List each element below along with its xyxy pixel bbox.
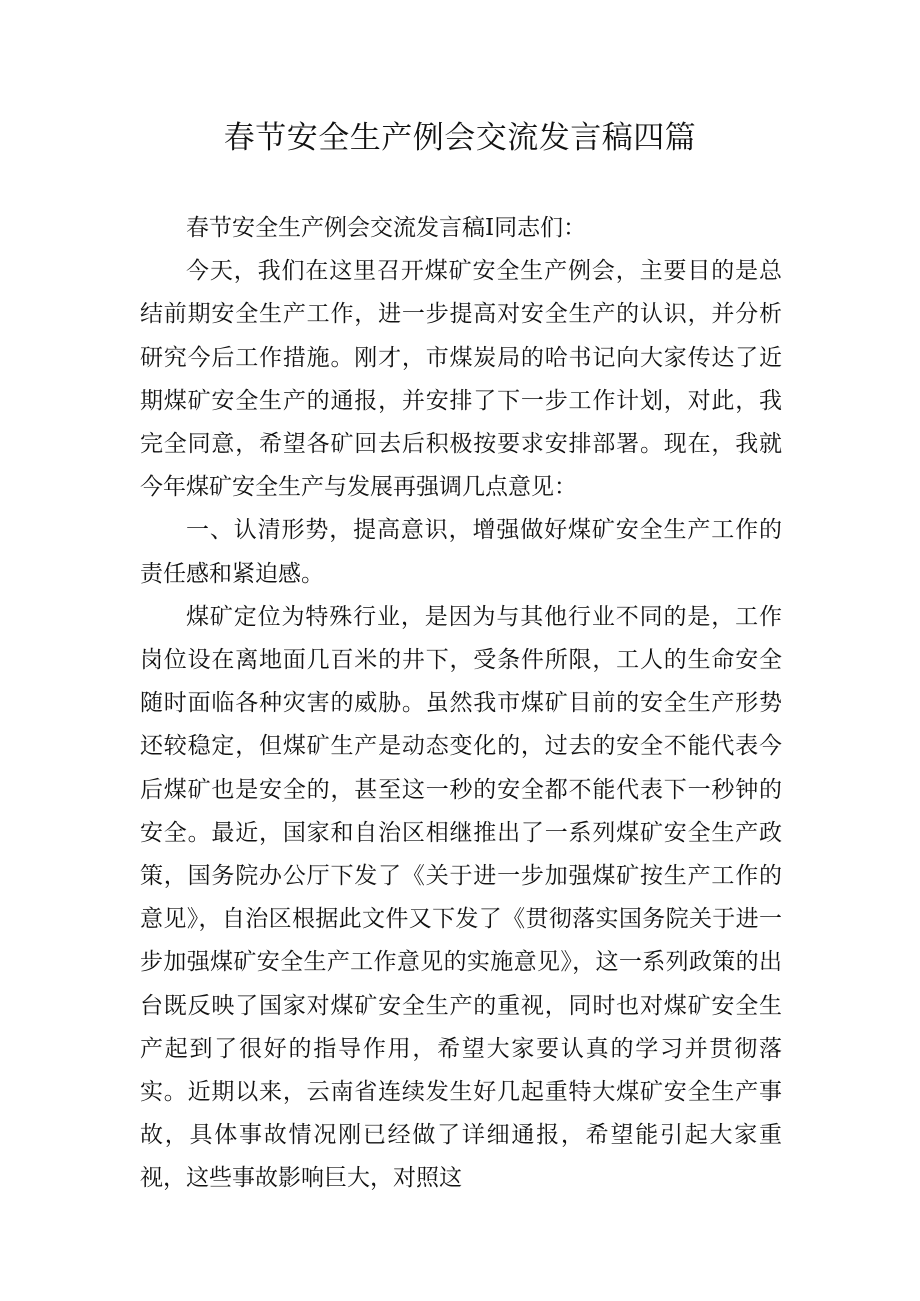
document-title: 春节安全生产例会交流发言稿四篇 [223,120,697,156]
paragraph-section-heading: 一、认清形势，提高意识，增强做好煤矿安全生产工作的责任感和紧迫感。 [140,517,782,587]
paragraph-intro: 今天，我们在这里召开煤矿安全生产例会，主要目的是总结前期安全生产工作，进一步提高对安全生产的认识，并分析研究今后工作措施。刚才，市煤炭局的哈书记向大家传达了近期煤矿安全生产的通报，并安排了下一步工作计划，对此，我完全同意，希望各矿回去后积极按要求安排部署。现在，我就今年煤矿安全生产与发展再强调几点意见： [140,258,782,501]
paragraph-greeting: 春节安全生产例会交流发言稿Ⅰ同志们： [186,215,587,241]
paragraph-body: 煤矿定位为特殊行业，是因为与其他行业不同的是，工作岗位设在离地面几百米的井下，受条件所限，工人的生命安全随时面临各种灾害的威胁。虽然我市煤矿目前的安全生产形势还较稳定，但煤矿生产是动态变化的，过去的安全不能代表今后煤矿也是安全的，甚至这一秒的安全都不能代表下一秒钟的安全。最近，国家和自治区相继推出了一系列煤矿安全生产政策，国务院办公厅下发了《关于进一步加强煤矿按生产工作的意见》，自治区根据此文件又下发了《贯彻落实国务院关于进一步加强煤矿安全生产工作意见的实施意见》，这一系列政策的出台既反映了国家对煤矿安全生产的重视，同时也对煤矿安全生产起到了很好的指导作用，希望大家要认真的学习并贯彻落实。近期以来，云南省连续发生好几起重特大煤矿安全生产事故，具体事故情况刚已经做了详细通报，希望能引起大家重视，这些事故影响巨大，对照这 [140,603,782,1192]
document-body [140,207,782,1201]
